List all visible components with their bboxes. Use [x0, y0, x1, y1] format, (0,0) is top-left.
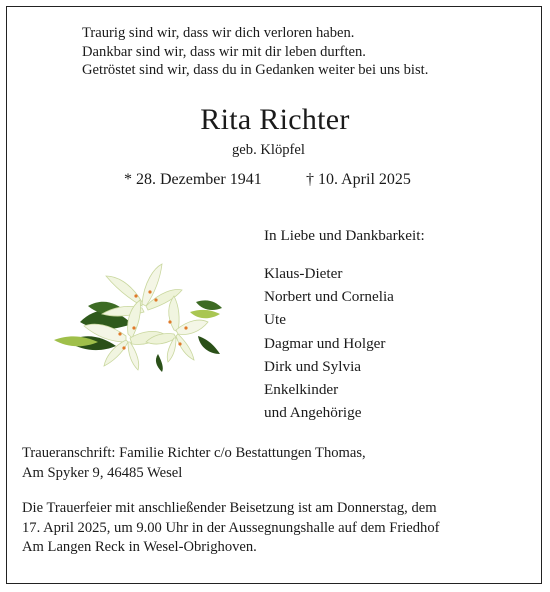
birth-name: geb. Klöpfel [232, 142, 305, 158]
mourner-item: und Angehörige [264, 404, 362, 422]
lily-bouquet-icon [50, 262, 224, 374]
dedication: In Liebe und Dankbarkeit: [264, 227, 425, 244]
mourner-item: Dirk und Sylvia [264, 357, 362, 375]
mourner-item: Dagmar und Holger [264, 334, 386, 352]
birth-date: * 28. Dezember 1941 [124, 171, 262, 188]
death-date: † 10. April 2025 [306, 171, 411, 188]
deceased-name: Rita Richter [200, 103, 350, 136]
poem-line: Getröstet sind wir, dass du in Gedanken weiter bei uns bist. [82, 62, 429, 79]
mourner-item: Klaus-Dieter [264, 265, 343, 282]
funeral-notice [22, 499, 440, 558]
ceremony-line: 17. April 2025, um 9.00 Uhr in der Aussegnungshalle auf dem Friedhof [22, 519, 440, 536]
poem-line: Dankbar sind wir, dass wir mit dir leben durften. [82, 43, 366, 60]
poem-line: Traurig sind wir, dass wir dich verloren haben. [82, 25, 355, 41]
ceremony-line: Am Langen Reck in Wesel-Obrighoven. [22, 539, 257, 555]
poem [82, 24, 428, 80]
mourner-item: Enkelkinder [264, 381, 339, 399]
address-line: Am Spyker 9, 46485 Wesel [22, 464, 183, 481]
ceremony-line: Die Trauerfeier mit anschließender Beisetzung ist am Donnerstag, dem [22, 500, 437, 516]
address-line: Traueranschrift: Familie Richter c/o Bestattungen Thomas, [22, 445, 366, 461]
mourner-item: Ute [264, 311, 286, 329]
mourning-address [22, 444, 366, 483]
mourner-list [264, 262, 394, 424]
mourner-item: Norbert und Cornelia [264, 288, 394, 306]
